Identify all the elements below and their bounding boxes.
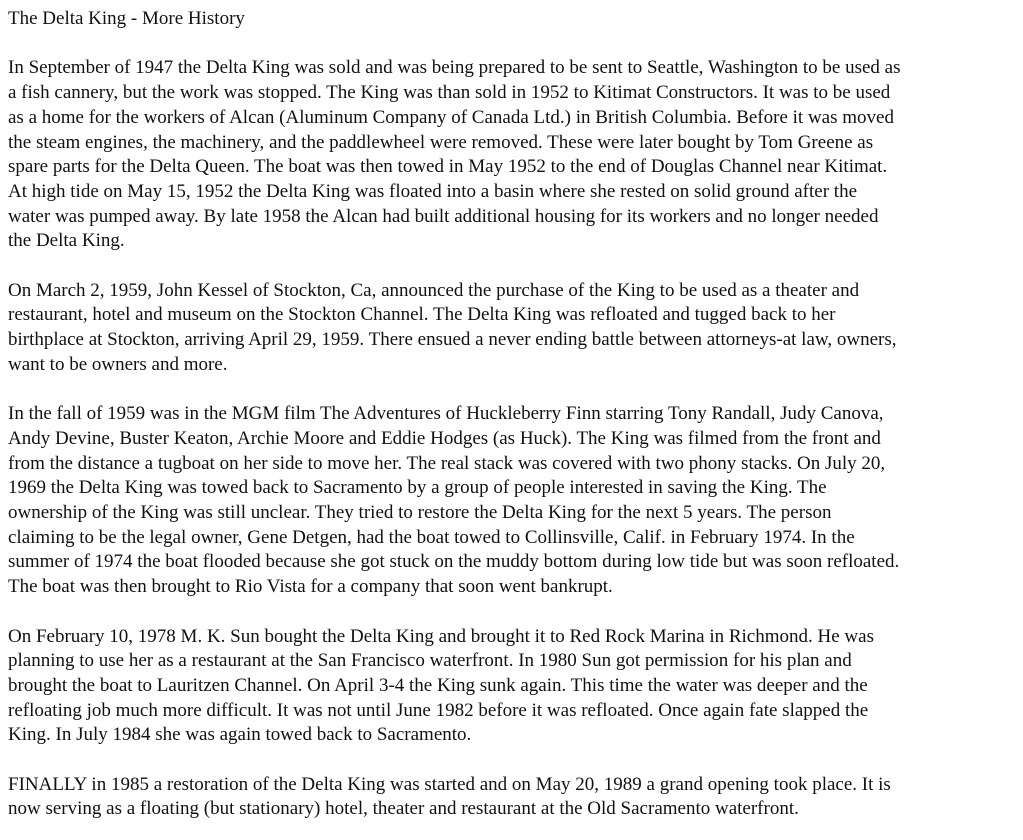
text-line: as a home for the workers of Alcan (Aluminum Company of Canada Ltd.) in British Columbia. Before it was moved xyxy=(8,106,894,128)
text-line: On March 2, 1959, John Kessel of Stockton, Ca, announced the purchase of the King to be used as a theater and xyxy=(8,279,860,301)
text-line: Andy Devine, Buster Keaton, Archie Moore and Eddie Hodges (as Huck). The King was filmed from the front and xyxy=(8,427,881,449)
paragraph-1947-alcan xyxy=(8,56,1015,254)
text-line: planning to use her as a restaurant at the San Francisco waterfront. In 1980 Sun got permission for his plan and xyxy=(8,650,852,672)
text-line: On February 10, 1978 M. K. Sun bought the Delta King and brought it to Red Rock Marina in Richmond. He was xyxy=(8,625,874,647)
text-line: restaurant, hotel and museum on the Stockton Channel. The Delta King was refloated and tugged back to her xyxy=(8,304,836,326)
text-line: In September of 1947 the Delta King was sold and was being prepared to be sent to Seattle, Washington to be used as xyxy=(8,57,901,79)
text-line: now serving as a floating (but stationary) hotel, theater and restaurant at the Old Sacramento waterfront. xyxy=(8,798,799,820)
text-line: In the fall of 1959 was in the MGM film The Adventures of Huckleberry Finn starring Tony Randall, Judy Canova, xyxy=(8,403,884,425)
paragraph-1959-film-and-1969 xyxy=(8,402,1015,600)
text-line: summer of 1974 the boat flooded because she got stuck on the muddy bottom during low tide but was soon refloated. xyxy=(8,551,900,573)
text-line: King. In July 1984 she was again towed back to Sacramento. xyxy=(8,724,472,746)
text-line: 1969 the Delta King was towed back to Sacramento by a group of people interested in saving the King. The xyxy=(8,477,827,499)
text-line: ownership of the King was still unclear. They tried to restore the Delta King for the next 5 years. The person xyxy=(8,502,832,524)
text-line: birthplace at Stockton, arriving April 29, 1959. There ensued a never ending battle between attorneys-at law, owners, xyxy=(8,329,897,351)
text-line: water was pumped away. By late 1958 the Alcan had built additional housing for its workers and no longer needed xyxy=(8,205,879,227)
text-line: At high tide on May 15, 1952 the Delta King was floated into a basin where she rested on solid ground after the xyxy=(8,180,857,202)
text-line: the Delta King. xyxy=(8,230,125,252)
paragraph-1985-restoration xyxy=(8,773,1015,822)
text-line: brought the boat to Lauritzen Channel. On April 3-4 the King sunk again. This time the water was deeper and the xyxy=(8,674,868,696)
text-line: from the distance a tugboat on her side to move her. The real stack was covered with two phony stacks. On July 20, xyxy=(8,452,886,474)
text-line: the steam engines, the machinery, and the paddlewheel were removed. These were later bought by Tom Greene as xyxy=(8,131,874,153)
text-line: claiming to be the legal owner, Gene Detgen, had the boat towed to Collinsville, Calif. in February 1974. In the xyxy=(8,526,855,548)
text-line: refloating job much more difficult. It was not until June 1982 before it was refloated. Once again fate slapped the xyxy=(8,699,869,721)
paragraph-1978-sun xyxy=(8,625,1015,749)
paragraph-1959-stockton xyxy=(8,279,1015,378)
text-line: want to be owners and more. xyxy=(8,353,228,375)
text-line: spare parts for the Delta Queen. The boat was then towed in May 1952 to the end of Douglas Channel near Kitimat. xyxy=(8,156,888,178)
text-line: The boat was then brought to Rio Vista for a company that soon went bankrupt. xyxy=(8,576,613,598)
page-title: The Delta King - More History xyxy=(8,8,245,29)
text-line: a fish cannery, but the work was stopped. The King was than sold in 1952 to Kitimat Constructors. It was to be used xyxy=(8,82,891,104)
text-line: FINALLY in 1985 a restoration of the Delta King was started and on May 20, 1989 a grand opening took place. It is xyxy=(8,773,891,795)
